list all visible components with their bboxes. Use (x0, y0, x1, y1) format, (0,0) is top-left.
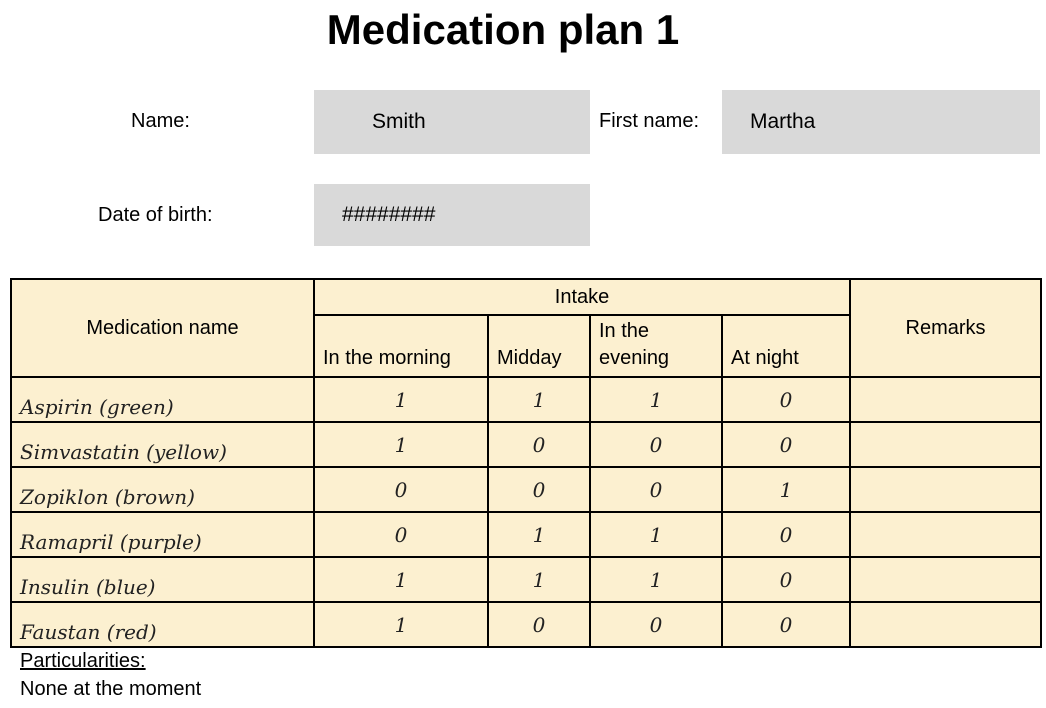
intake-night-header: At night (722, 315, 850, 377)
morning-dose-cell: 1 (314, 422, 488, 467)
morning-dose-cell: 0 (314, 467, 488, 512)
medication-table (10, 278, 1042, 648)
evening-dose-cell: 0 (590, 602, 722, 647)
night-dose-cell: 0 (722, 422, 850, 467)
table-row (11, 467, 1041, 512)
midday-dose-cell: 1 (488, 512, 590, 557)
intake-morning-header: In the morning (314, 315, 488, 377)
medication-name-cell: Faustan (red) (11, 602, 314, 647)
morning-dose-cell: 1 (314, 377, 488, 422)
remarks-cell[interactable] (850, 512, 1041, 557)
table-row (11, 557, 1041, 602)
morning-dose-cell: 1 (314, 602, 488, 647)
morning-dose-cell: 1 (314, 557, 488, 602)
night-dose-cell: 0 (722, 512, 850, 557)
name-field[interactable] (314, 90, 590, 154)
remarks-cell[interactable] (850, 557, 1041, 602)
table-row (11, 422, 1041, 467)
name-value: Smith (372, 110, 426, 133)
intake-header: Intake (314, 279, 850, 315)
medication-name-cell: Aspirin (green) (11, 377, 314, 422)
evening-dose-cell: 1 (590, 377, 722, 422)
midday-dose-cell: 0 (488, 602, 590, 647)
medication-name-cell: Simvastatin (yellow) (11, 422, 314, 467)
midday-dose-cell: 1 (488, 377, 590, 422)
remarks-cell[interactable] (850, 467, 1041, 512)
midday-dose-cell: 0 (488, 467, 590, 512)
date-of-birth-value: ######## (342, 203, 436, 226)
morning-dose-cell: 0 (314, 512, 488, 557)
remarks-cell[interactable] (850, 377, 1041, 422)
remarks-cell[interactable] (850, 422, 1041, 467)
table-row (11, 512, 1041, 557)
date-of-birth-field[interactable] (314, 184, 590, 246)
night-dose-cell: 0 (722, 377, 850, 422)
midday-dose-cell: 0 (488, 422, 590, 467)
night-dose-cell: 0 (722, 602, 850, 647)
page-title: Medication plan 1 (326, 6, 680, 53)
medication-name-cell: Ramapril (purple) (11, 512, 314, 557)
remarks-cell[interactable] (850, 602, 1041, 647)
particularities-label: Particularities: (20, 650, 146, 672)
medication-name-cell: Insulin (blue) (11, 557, 314, 602)
first-name-field[interactable] (722, 90, 1040, 154)
first-name-value: Martha (750, 110, 816, 133)
table-row (11, 377, 1041, 422)
evening-dose-cell: 1 (590, 512, 722, 557)
first-name-label: First name: (599, 110, 700, 132)
table-row (11, 602, 1041, 647)
night-dose-cell: 1 (722, 467, 850, 512)
intake-evening-header: In the evening (590, 315, 722, 377)
night-dose-cell: 0 (722, 557, 850, 602)
evening-dose-cell: 0 (590, 422, 722, 467)
medication-name-cell: Zopiklon (brown) (11, 467, 314, 512)
evening-dose-cell: 1 (590, 557, 722, 602)
date-of-birth-label: Date of birth: (98, 204, 213, 226)
midday-dose-cell: 1 (488, 557, 590, 602)
evening-dose-cell: 0 (590, 467, 722, 512)
particularities-text: None at the moment (20, 678, 202, 700)
name-label: Name: (131, 110, 190, 132)
medication-name-header: Medication name (11, 279, 314, 377)
remarks-header: Remarks (850, 279, 1041, 377)
intake-midday-header: Midday (488, 315, 590, 377)
